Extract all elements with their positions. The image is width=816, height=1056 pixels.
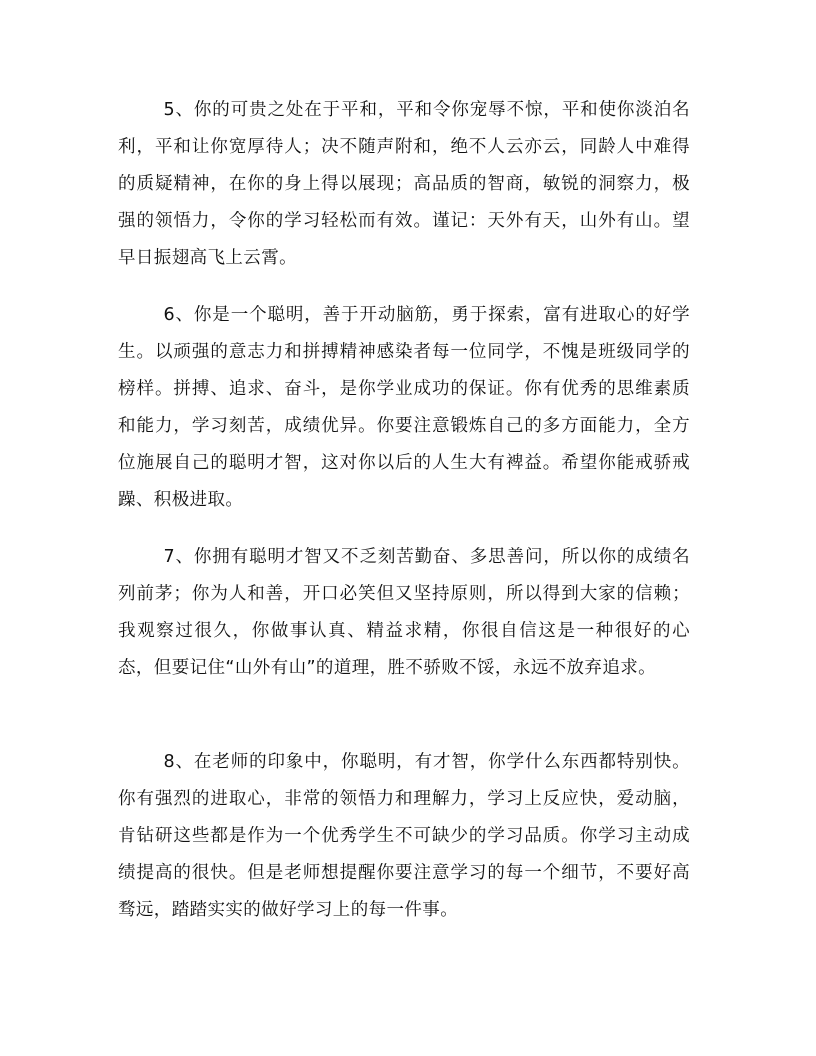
comment-paragraph-7: 7、你拥有聪明才智又不乏刻苦勤奋、多思善问，所以你的成绩名列前茅；你为人和善，开口必笑但又坚持原则，所以得到大家的信赖；我观察过很久，你做事认真、精益求精，你很自信这是一种很好的心态，但要记住“山外有山”的道理，胜不骄败不馁，永远不放弃追求。 <box>118 547 690 678</box>
comment-paragraph-8: 8、在老师的印象中，你聪明，有才智，你学什么东西都特别快。你有强烈的进取心，非常的领悟力和理解力，学习上反应快，爱动脑，肯钻研这些都是作为一个优秀学生不可缺少的学习品质。你学习主动成绩提高的很快。但是老师想提醒你要注意学习的每一个细节，不要好高骛远，踏踏实实的做好学习上的每一件事。 <box>118 752 690 920</box>
comment-paragraph-5: 5、你的可贵之处在于平和，平和令你宠辱不惊，平和使你淡泊名利，平和让你宽厚待人；决不随声附和，绝不人云亦云，同龄人中难得的质疑精神，在你的身上得以展现；高品质的智商，敏锐的洞察力，极强的领悟力，令你的学习轻松而有效。谨记：天外有天，山外有山。望早日振翅高飞上云霄。 <box>118 100 690 268</box>
comment-paragraph-6: 6、你是一个聪明，善于开动脑筋，勇于探索，富有进取心的好学生。以顽强的意志力和拼搏精神感染者每一位同学，不愧是班级同学的榜样。拼搏、追求、奋斗，是你学业成功的保证。你有优秀的思维素质和能力，学习刻苦，成绩优异。你要注意锻炼自己的多方面能力，全方位施展自己的聪明才智，这对你以后的人生大有裨益。希望你能戒骄戒躁、积极进取。 <box>118 305 690 510</box>
